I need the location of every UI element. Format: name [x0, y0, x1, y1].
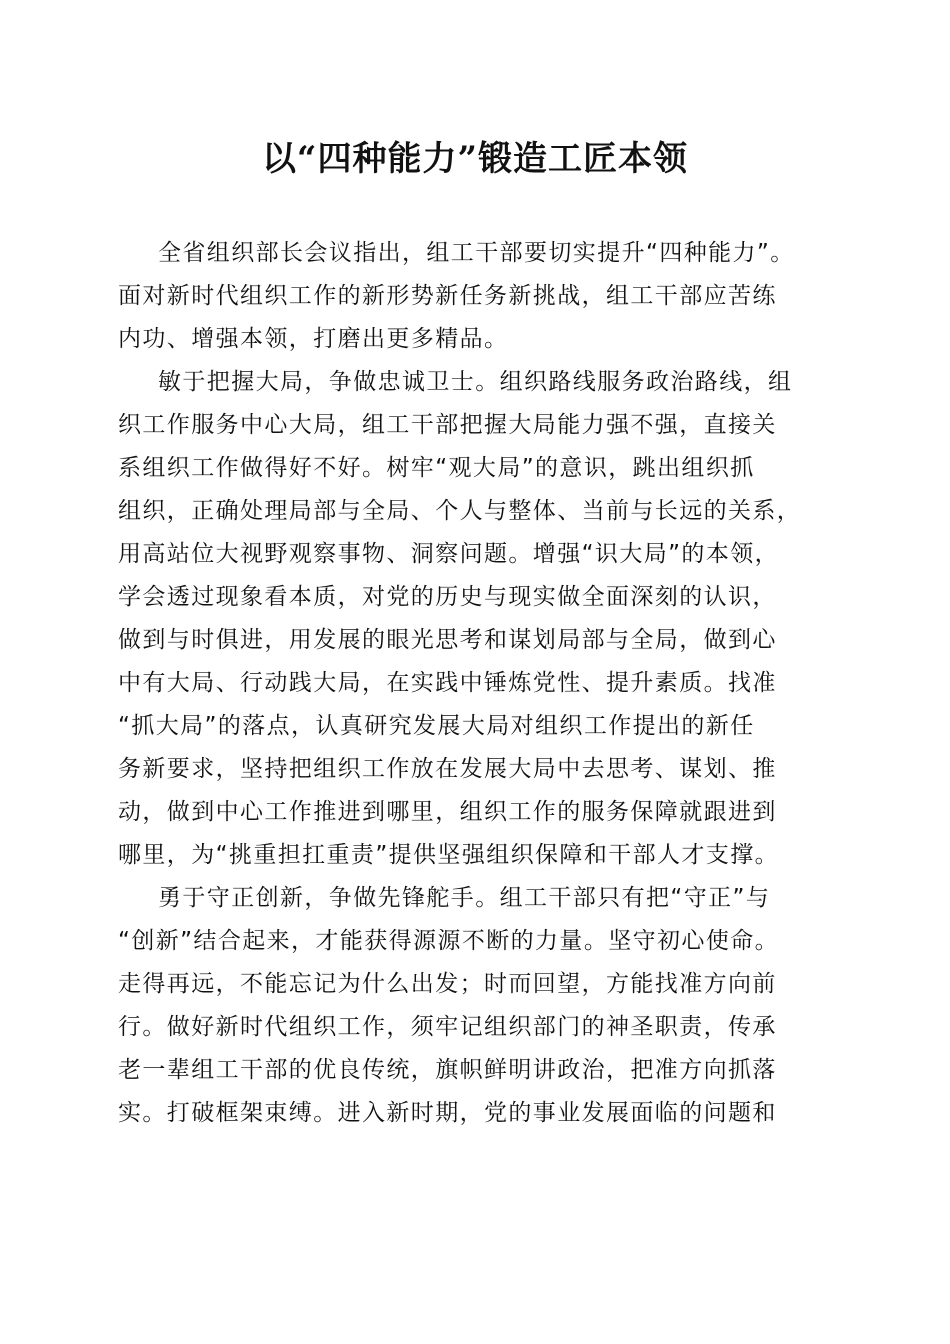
text-line: 内功、增强本领，打磨出更多精品。	[118, 326, 509, 352]
text-line: 哪里，为“挑重担扛重责”提供坚强组织保障和干部人才支撑。	[118, 842, 780, 868]
text-line: 务新要求，坚持把组织工作放在发展大局中去思考、谋划、推	[118, 756, 777, 782]
text-line: 老一辈组工干部的优良传统，旗帜鲜明讲政治，把准方向抓落	[118, 1057, 777, 1083]
text-line: 学会透过现象看本质，对党的历史与现实做全面深刻的认识，	[118, 584, 777, 610]
text-line: “抓大局”的落点，认真研究发展大局对组织工作提出的新任	[118, 713, 755, 739]
paragraph-grasp-overall	[118, 361, 834, 877]
text-line: 中有大局、行动践大局，在实践中锤炼党性、提升素质。找准	[118, 670, 777, 696]
text-line: 系组织工作做得好不好。树牢“观大局”的意识，跳出组织抓	[118, 455, 755, 481]
text-line: 全省组织部长会议指出，组工干部要切实提升“四种能力”。	[158, 240, 795, 266]
paragraph-intro	[118, 232, 834, 361]
text-line: 行。做好新时代组织工作，须牢记组织部门的神圣职责，传承	[118, 1014, 777, 1040]
text-line: 织工作服务中心大局，组工干部把握大局能力强不强，直接关	[118, 412, 777, 438]
text-line: 组织，正确处理局部与全局、个人与整体、当前与长远的关系，	[118, 498, 802, 524]
text-line: “创新”结合起来，才能获得源源不断的力量。坚守初心使命。	[118, 928, 780, 954]
text-line: 勇于守正创新，争做先锋舵手。组工干部只有把“守正”与	[158, 885, 771, 911]
text-line: 面对新时代组织工作的新形势新任务新挑战，组工干部应苦练	[118, 283, 777, 309]
text-line: 做到与时俱进，用发展的眼光思考和谋划局部与全局，做到心	[118, 627, 777, 653]
document-body	[118, 232, 834, 1135]
paragraph-innovation	[118, 877, 834, 1135]
text-line: 动，做到中心工作推进到哪里，组织工作的服务保障就跟进到	[118, 799, 777, 825]
text-line: 实。打破框架束缚。进入新时期，党的事业发展面临的问题和	[118, 1100, 777, 1126]
text-line: 用高站位大视野观察事物、洞察问题。增强“识大局”的本领，	[118, 541, 780, 567]
document-title: 以“四种能力”锻造工匠本领	[261, 139, 689, 179]
text-line: 敏于把握大局，争做忠诚卫士。组织路线服务政治路线，组	[158, 369, 793, 395]
text-line: 走得再远，不能忘记为什么出发；时而回望，方能找准方向前	[118, 971, 777, 997]
